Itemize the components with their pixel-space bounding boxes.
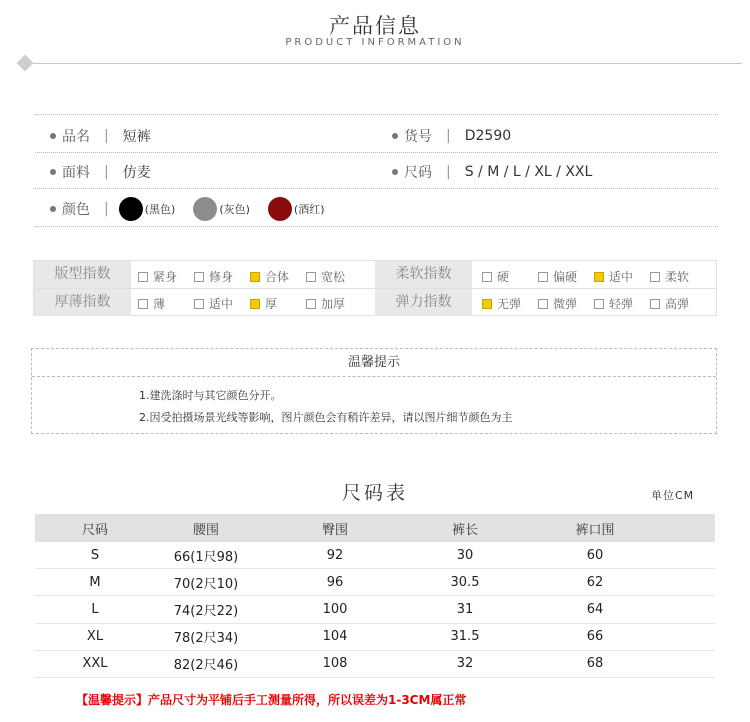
softness-option[interactable] — [594, 268, 633, 285]
label-separator: | — [104, 128, 109, 144]
header-divider — [28, 63, 742, 64]
checkbox-icon[interactable] — [306, 272, 316, 282]
bullet-icon — [392, 169, 398, 175]
checkbox-icon[interactable] — [306, 299, 316, 309]
option-label: 加厚 — [321, 297, 346, 311]
option-label: 微弹 — [553, 297, 578, 311]
color-name-black: (黑色) — [144, 203, 176, 216]
checkbox-icon[interactable] — [138, 272, 148, 282]
table-cell: 68 — [586, 656, 604, 672]
bullet-icon — [392, 133, 398, 139]
option-label: 适中 — [609, 270, 634, 284]
table-cell: XXL — [82, 656, 108, 672]
sku-label: 货号 — [404, 129, 432, 145]
fabric-value: 仿麦 — [122, 165, 151, 181]
table-cell: XL — [86, 629, 104, 645]
elasticity-option[interactable] — [594, 295, 633, 312]
fit-option[interactable] — [138, 268, 177, 285]
color-name-wine: (酒红) — [293, 203, 325, 216]
fabric-field — [50, 162, 151, 182]
softness-index-label: 柔软指数 — [375, 261, 472, 288]
table-row — [35, 542, 715, 569]
option-label: 适中 — [209, 297, 234, 311]
table-cell: 74(2尺22) — [173, 603, 239, 619]
checkbox-icon[interactable] — [482, 299, 492, 309]
bullet-icon — [50, 133, 56, 139]
option-label: 厚 — [265, 297, 278, 311]
color-name-gray: (灰色) — [219, 203, 250, 216]
elasticity-index-label: 弹力指数 — [375, 289, 472, 316]
checkbox-icon[interactable] — [594, 299, 604, 309]
tips-line: 1.建洗涤时与其它颜色分开。 — [139, 389, 282, 402]
column-header: 腰围 — [192, 522, 219, 538]
column-header: 臀围 — [321, 522, 348, 538]
size-chart-unit: 单位CM — [651, 489, 695, 502]
option-label: 偏硬 — [553, 270, 578, 284]
thickness-option[interactable] — [194, 295, 233, 312]
fabric-label: 面料 — [62, 165, 90, 181]
size-label: 尺码 — [404, 165, 432, 181]
page-subtitle: PRODUCT INFORMATION — [285, 37, 465, 48]
product-name-field — [50, 126, 151, 146]
checkbox-icon[interactable] — [250, 299, 260, 309]
table-cell: 92 — [326, 547, 344, 563]
tips-title: 温馨提示 — [32, 349, 716, 377]
footer-note: 【温馨提示】产品尺寸为平铺后手工测量所得，所以误差为1-3CM属正常 — [76, 693, 467, 707]
thickness-option[interactable] — [138, 295, 165, 312]
checkbox-icon[interactable] — [250, 272, 260, 282]
color-field — [50, 197, 343, 221]
label-separator: | — [104, 201, 109, 217]
option-label: 轻弹 — [609, 297, 634, 311]
checkbox-icon[interactable] — [538, 272, 548, 282]
fit-option[interactable] — [194, 268, 233, 285]
table-cell: 66(1尺98) — [173, 549, 239, 565]
label-separator: | — [104, 164, 109, 180]
thickness-option[interactable] — [250, 295, 277, 312]
table-cell: 31 — [456, 601, 474, 617]
fit-option[interactable] — [250, 268, 289, 285]
table-cell: M — [89, 574, 101, 590]
elasticity-option[interactable] — [482, 295, 521, 312]
diamond-ornament-icon — [17, 55, 34, 72]
table-cell: 96 — [326, 574, 344, 590]
table-row — [35, 596, 715, 623]
option-label: 紧身 — [153, 270, 178, 284]
elasticity-option[interactable] — [538, 295, 577, 312]
checkbox-icon[interactable] — [194, 299, 204, 309]
table-cell: 60 — [586, 547, 604, 563]
table-cell: 78(2尺34) — [173, 631, 239, 647]
table-cell: 108 — [322, 656, 348, 672]
elasticity-option[interactable] — [650, 295, 689, 312]
table-row — [35, 569, 715, 596]
info-divider — [35, 226, 718, 227]
size-table-header — [35, 514, 715, 542]
table-cell: 100 — [322, 601, 348, 617]
color-label: 颜色 — [62, 202, 90, 218]
color-swatch-black[interactable] — [119, 197, 143, 221]
checkbox-icon[interactable] — [194, 272, 204, 282]
info-divider — [35, 152, 718, 153]
table-cell: 66 — [586, 629, 604, 645]
thickness-index-label: 厚薄指数 — [34, 289, 131, 316]
table-cell: S — [90, 547, 100, 563]
table-cell: L — [91, 601, 99, 617]
option-label: 柔软 — [665, 270, 690, 284]
product-name-label: 品名 — [62, 129, 90, 145]
bullet-icon — [50, 169, 56, 175]
table-cell: 32 — [456, 656, 474, 672]
table-cell: 104 — [322, 629, 348, 645]
table-row — [35, 651, 715, 678]
option-label: 硬 — [497, 270, 510, 284]
fit-option[interactable] — [306, 268, 345, 285]
table-row — [35, 624, 715, 651]
table-cell: 62 — [586, 574, 604, 590]
option-label: 无弹 — [497, 297, 522, 311]
checkbox-icon[interactable] — [538, 299, 548, 309]
option-label: 合体 — [265, 270, 290, 284]
softness-option[interactable] — [538, 268, 577, 285]
color-swatch-wine[interactable] — [268, 197, 292, 221]
column-header: 裤口围 — [575, 522, 615, 538]
tips-box — [31, 348, 717, 434]
size-field — [392, 162, 592, 182]
fit-index-label: 版型指数 — [34, 261, 131, 288]
table-cell: 30.5 — [450, 574, 480, 590]
checkbox-icon[interactable] — [138, 299, 148, 309]
product-index-table — [33, 260, 717, 316]
size-table — [35, 514, 715, 678]
color-swatch-gray[interactable] — [193, 197, 217, 221]
tips-line: 2.因受拍摄场景光线等影响，图片颜色会有稍许差异，请以图片细节颜色为主 — [139, 411, 513, 424]
label-separator: | — [446, 128, 451, 144]
option-label: 薄 — [153, 297, 166, 311]
column-header: 尺码 — [81, 522, 108, 538]
sku-field — [392, 126, 511, 146]
table-cell: 64 — [586, 601, 604, 617]
softness-option[interactable] — [482, 268, 509, 285]
table-cell: 82(2尺46) — [173, 658, 239, 674]
table-cell: 31.5 — [450, 629, 480, 645]
checkbox-icon[interactable] — [650, 272, 660, 282]
table-cell: 30 — [456, 547, 474, 563]
checkbox-icon[interactable] — [650, 299, 660, 309]
table-cell: 70(2尺10) — [173, 576, 239, 592]
size-value: S / M / L / XL / XXL — [464, 164, 593, 180]
option-label: 宽松 — [321, 270, 346, 284]
sku-value: D2590 — [464, 128, 512, 144]
bullet-icon — [50, 206, 56, 212]
thickness-option[interactable] — [306, 295, 345, 312]
info-divider — [35, 114, 718, 115]
checkbox-icon[interactable] — [594, 272, 604, 282]
page-title: 产品信息 — [329, 14, 421, 38]
option-label: 高弹 — [665, 297, 690, 311]
column-header: 裤长 — [451, 522, 478, 538]
checkbox-icon[interactable] — [482, 272, 492, 282]
product-name-value: 短裤 — [122, 129, 151, 145]
label-separator: | — [446, 164, 451, 180]
info-divider — [35, 188, 718, 189]
option-label: 修身 — [209, 270, 234, 284]
size-chart-title: 尺码表 — [341, 482, 408, 504]
softness-option[interactable] — [650, 268, 689, 285]
